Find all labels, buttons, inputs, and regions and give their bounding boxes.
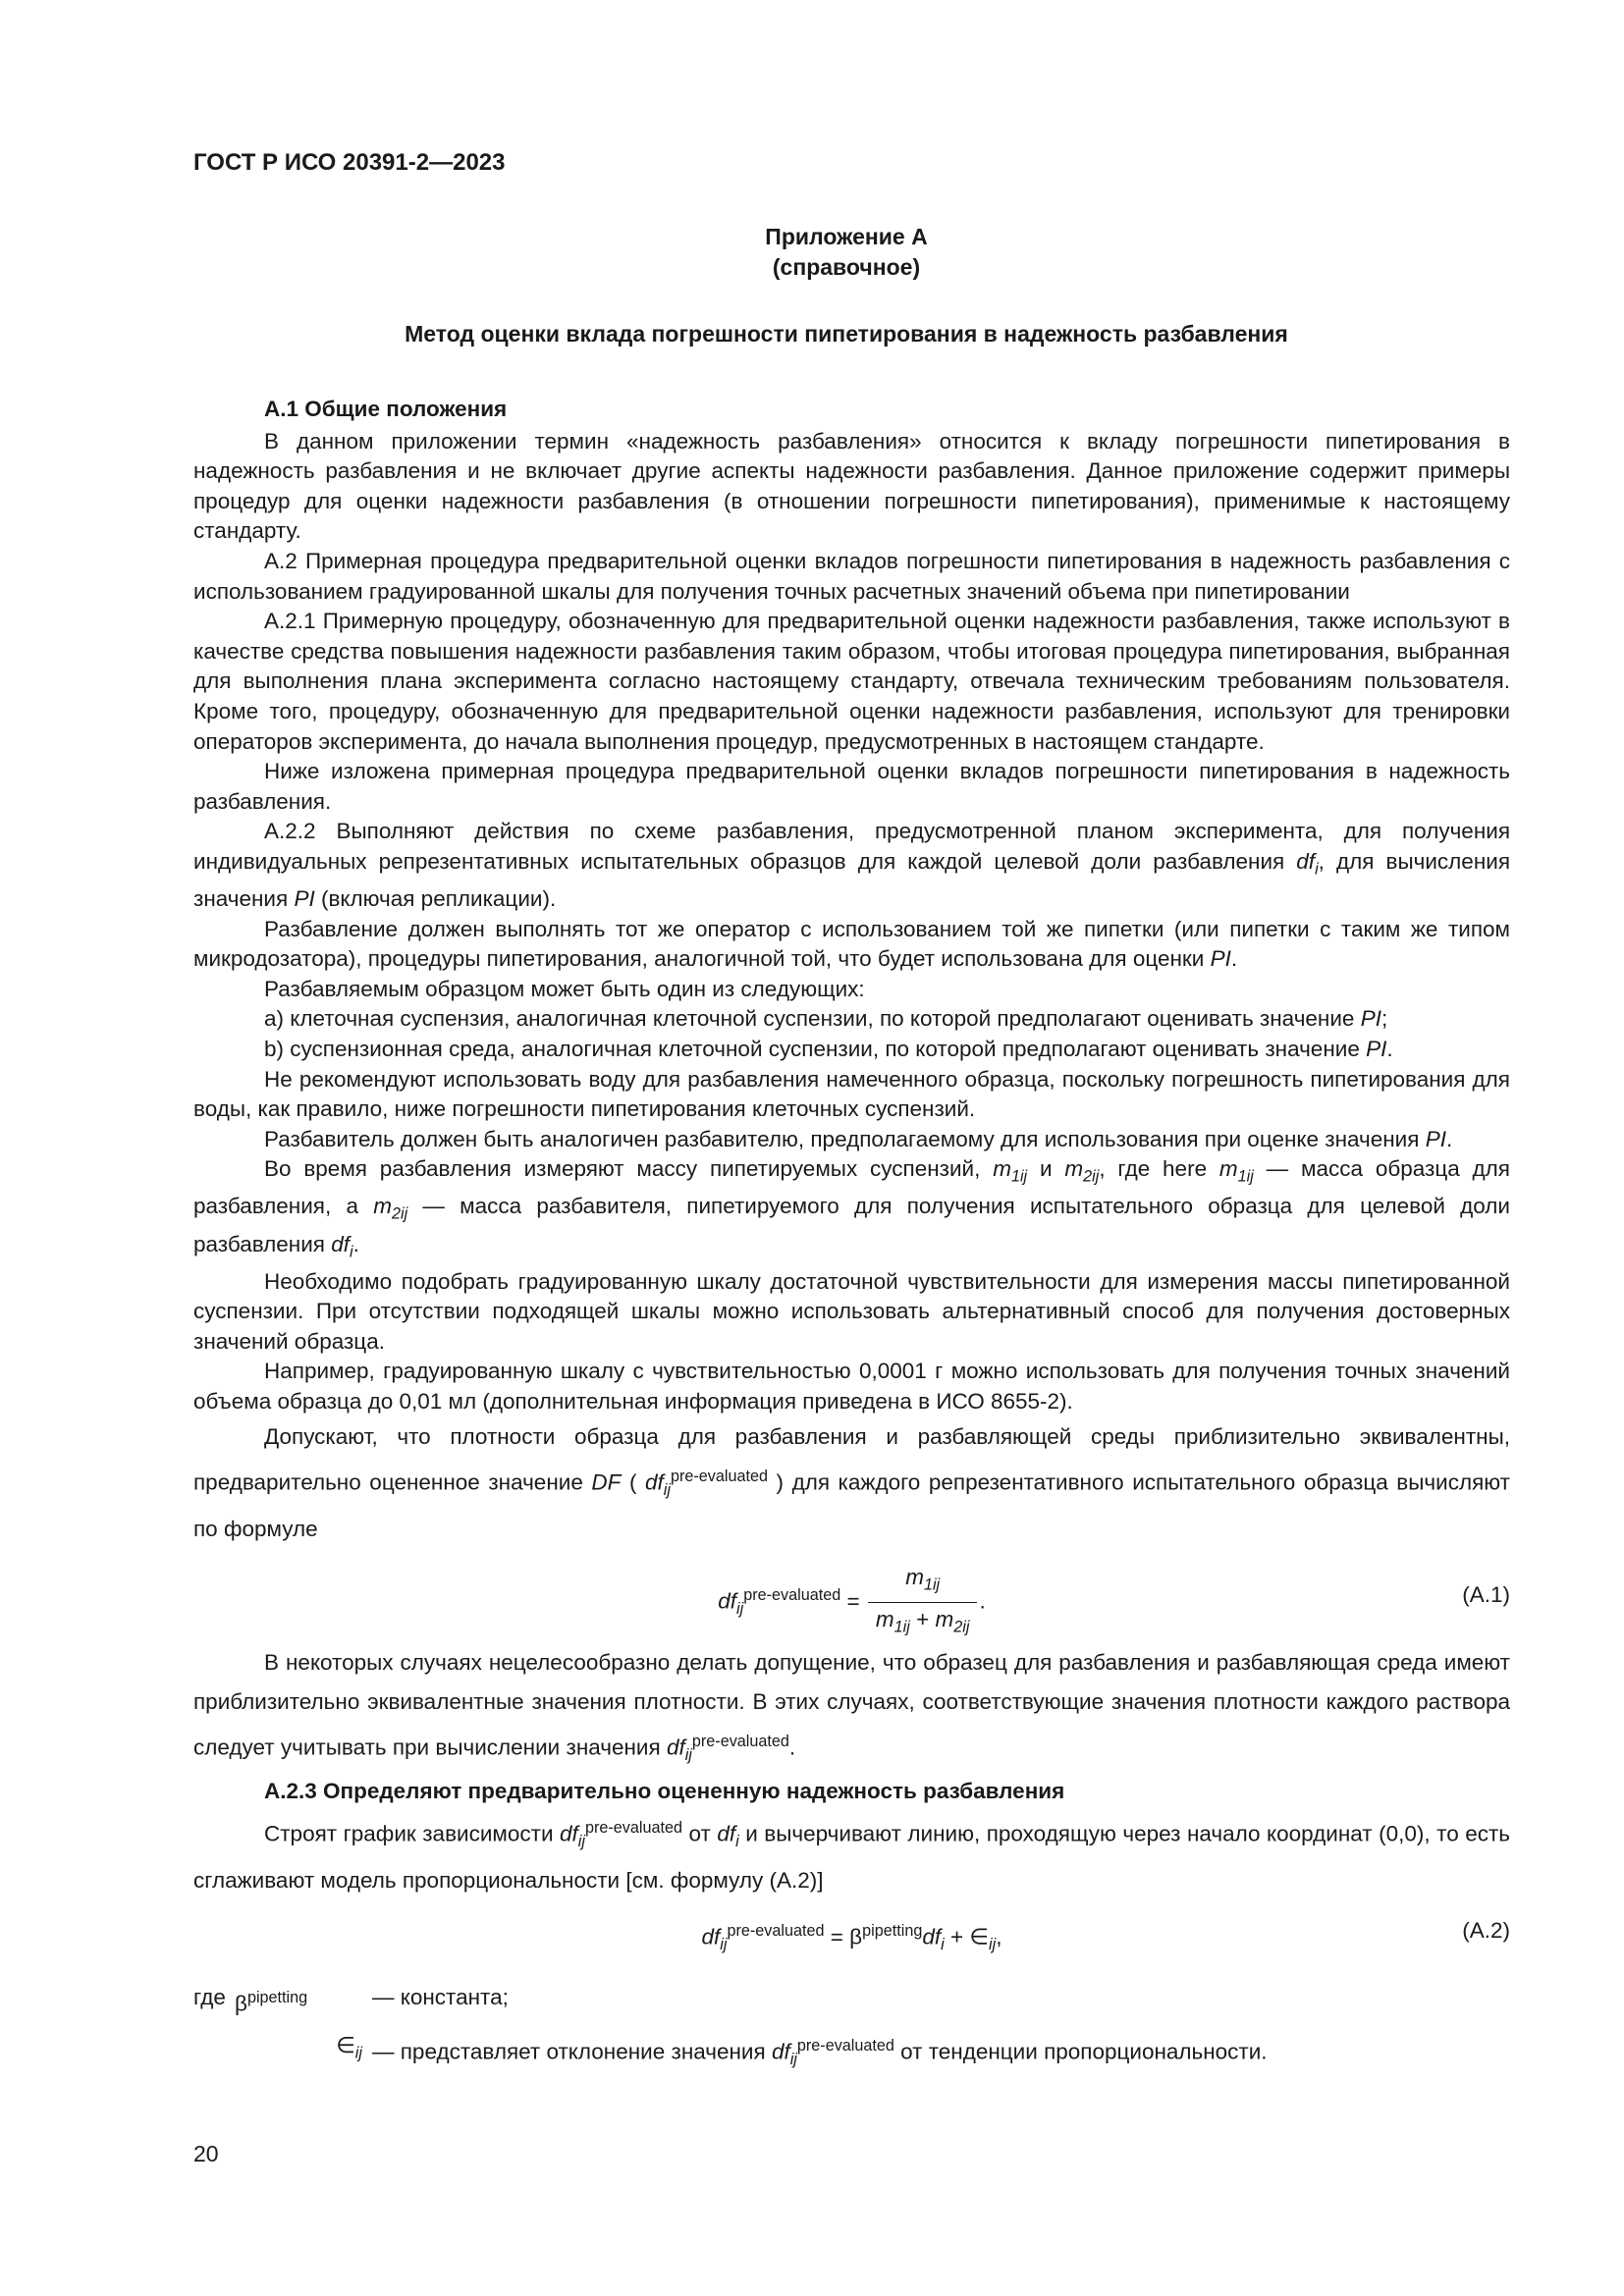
body-text xyxy=(193,393,1510,2081)
document-number: ГОСТ Р ИСО 20391-2—2023 xyxy=(193,149,506,176)
paragraph: Во время разбавления измеряют массу пипетируемых суспензий, $m_{1ij}$ и $m_{2ij}$, где here $m_{1ij}$ — масса образца для разбавления, а $m_{2ij}$ — масса разбавителя, пипетируемого для получения испытательного образца для целевой доли разбавления $df_i$. xyxy=(193,1156,1511,1261)
section-heading-a23: А.2.3 Определяют предварительно оцененную надежность разбавления xyxy=(264,1778,1065,1803)
section-heading-a1: А.1 Общие положения xyxy=(264,397,508,421)
paragraph: Строят график зависимости $df_{ij}^{pre-evaluated}$ от $df_i$ и вычерчивают линию, проходящую через начало координат (0,0), то есть сглаживают модель пропорциональности [см. формулу (А.2)] xyxy=(193,1819,1511,1894)
paragraph: Разбавление должен выполнять тот же оператор с использованием той же пипетки (или пипетки с таким же типом микродозатора), процедуры пипетирования, аналогичной той, что будет использована для оценки PI. xyxy=(193,916,1510,972)
paragraph: А.2.1 Примерную процедуру, обозначенную для предварительной оценки надежности разбавления, также используют в качестве средства повышения надежности разбавления таким образом, чтобы итоговая процедура пипетирования, выбранная для выполнения плана эксперимента согласно настоящему стандарту, отвечала техническим требованиям пользователя. Кроме того, процедуру, обозначенную для предварительной оценки надежности разбавления, используют для тренировки операторов эксперимента, до начала выполнения процедур, предусмотренных в настоящем стандарте. xyxy=(193,609,1510,754)
paragraph: Допускают, что плотности образца для разбавления и разбавляющей среды приблизительно эквивалентны, предварительно оцененное значение DF ( $df_{ij}^{pre-evaluated}$ ) для каждого репрезентативного испытательного образца вычисляют по формуле xyxy=(193,1423,1510,1541)
paragraph: В некоторых случаях нецелесообразно делать допущение, что образец для разбавления и разбавляющая среда имеют приблизительно эквивалентные значения плотности. В этих случаях, соответствующие значения плотности каждого раствора следует учитывать при вычислении значения $df_{ij}^{pre-evaluated}$. xyxy=(193,1649,1510,1764)
formula-number: (А.1) xyxy=(1462,1581,1510,1607)
formula-a2: $df_{ij}^{pre-evaluated} = \beta^{pipetting}df_i$ + $\in_{ij}$, (А.2) xyxy=(701,1918,1510,1954)
fraction: $\frac{m_{1ij}}{m_{1ij} + m_{2ij}}$ xyxy=(868,1563,978,1642)
paragraph: Необходимо подобрать градуированную шкалу достаточной чувствительности для измерения массы пипетированной суспензии. При отсутствии подходящей шкалы можно использовать альтернативный способ для получения достоверных значений образца. xyxy=(193,1268,1510,1354)
paragraph: Разбавляемым образцом может быть один из следующих: xyxy=(264,976,865,1001)
appendix-title: Приложение А xyxy=(765,224,928,249)
paragraph: Не рекомендуют использовать воду для разбавления намеченного образца, поскольку погрешность пипетирования для воды, как правило, ниже погрешности пипетирования клеточных суспензий. xyxy=(193,1066,1510,1122)
list-item: a) клеточная суспензия, аналогичная клеточной суспензии, по которой предполагают оценивать значение PI; xyxy=(264,1006,1388,1032)
where-list: где $\beta^{pipetting}$ — константа; $\in_{ij}$ — представляет отклонение значения $df_{ij}^{pre-evaluated}$ от тенденции пропорциональности. xyxy=(193,1977,1268,2081)
paragraph: А.2.2 Выполняют действия по схеме разбавления, предусмотренной планом эксперимента, для получения индивидуальных репрезентативных испытательных образцов для каждой целевой доли разбавления $df_i$, для вычисления значения PI (включая репликации). xyxy=(193,819,1511,911)
page-number: 20 xyxy=(193,2141,219,2166)
where-label: где xyxy=(193,1985,226,2010)
appendix-type: (справочное) xyxy=(772,254,921,280)
formula-a1: $df_{ij}^{pre-evaluated}$ = $\frac{m_{1ij}}{m_{1ij} + m_{2ij}}$ . (А.1) xyxy=(193,1549,1510,1643)
where-definition: — представляет отклонение значения $df_{ij}^{pre-evaluated}$ от тенденции пропорциональности. xyxy=(372,2037,1268,2069)
paragraph: Ниже изложена примерная процедура предварительной оценки вкладов погрешности пипетирования в надежность разбавления. xyxy=(193,759,1510,814)
paragraph: В данном приложении термин «надежность разбавления» относится к вкладу погрешности пипетирования в надежность разбавления и не включает другие аспекты надежности разбавления. Данное приложение содержит примеры процедур для оценки надежности разбавления (в отношении погрешности пипетирования), применимые к настоящему стандарту. xyxy=(193,428,1510,544)
where-definition: — константа; xyxy=(372,1985,509,2010)
list-item: b) суспензионная среда, аналогичная клеточной суспензии, по которой предполагают оценивать значение PI. xyxy=(264,1036,1393,1061)
paragraph: А.2 Примерная процедура предварительной оценки вкладов погрешности пипетирования в надежность разбавления с использованием градуированной шкалы для получения точных расчетных значений объема при пипетировании xyxy=(193,548,1510,604)
paragraph: Разбавитель должен быть аналогичен разбавителю, предполагаемому для использования при оценке значения PI. xyxy=(264,1126,1453,1151)
formula-number: (А.2) xyxy=(1462,1918,1510,1944)
appendix-name: Метод оценки вклада погрешности пипетирования в надежность разбавления xyxy=(405,321,1288,347)
paragraph: Например, градуированную шкалу с чувствительностью 0,0001 г можно использовать для получения точных значений объема образца до 0,01 мл (дополнительная информация приведена в ИСО 8655-2). xyxy=(193,1359,1510,1414)
